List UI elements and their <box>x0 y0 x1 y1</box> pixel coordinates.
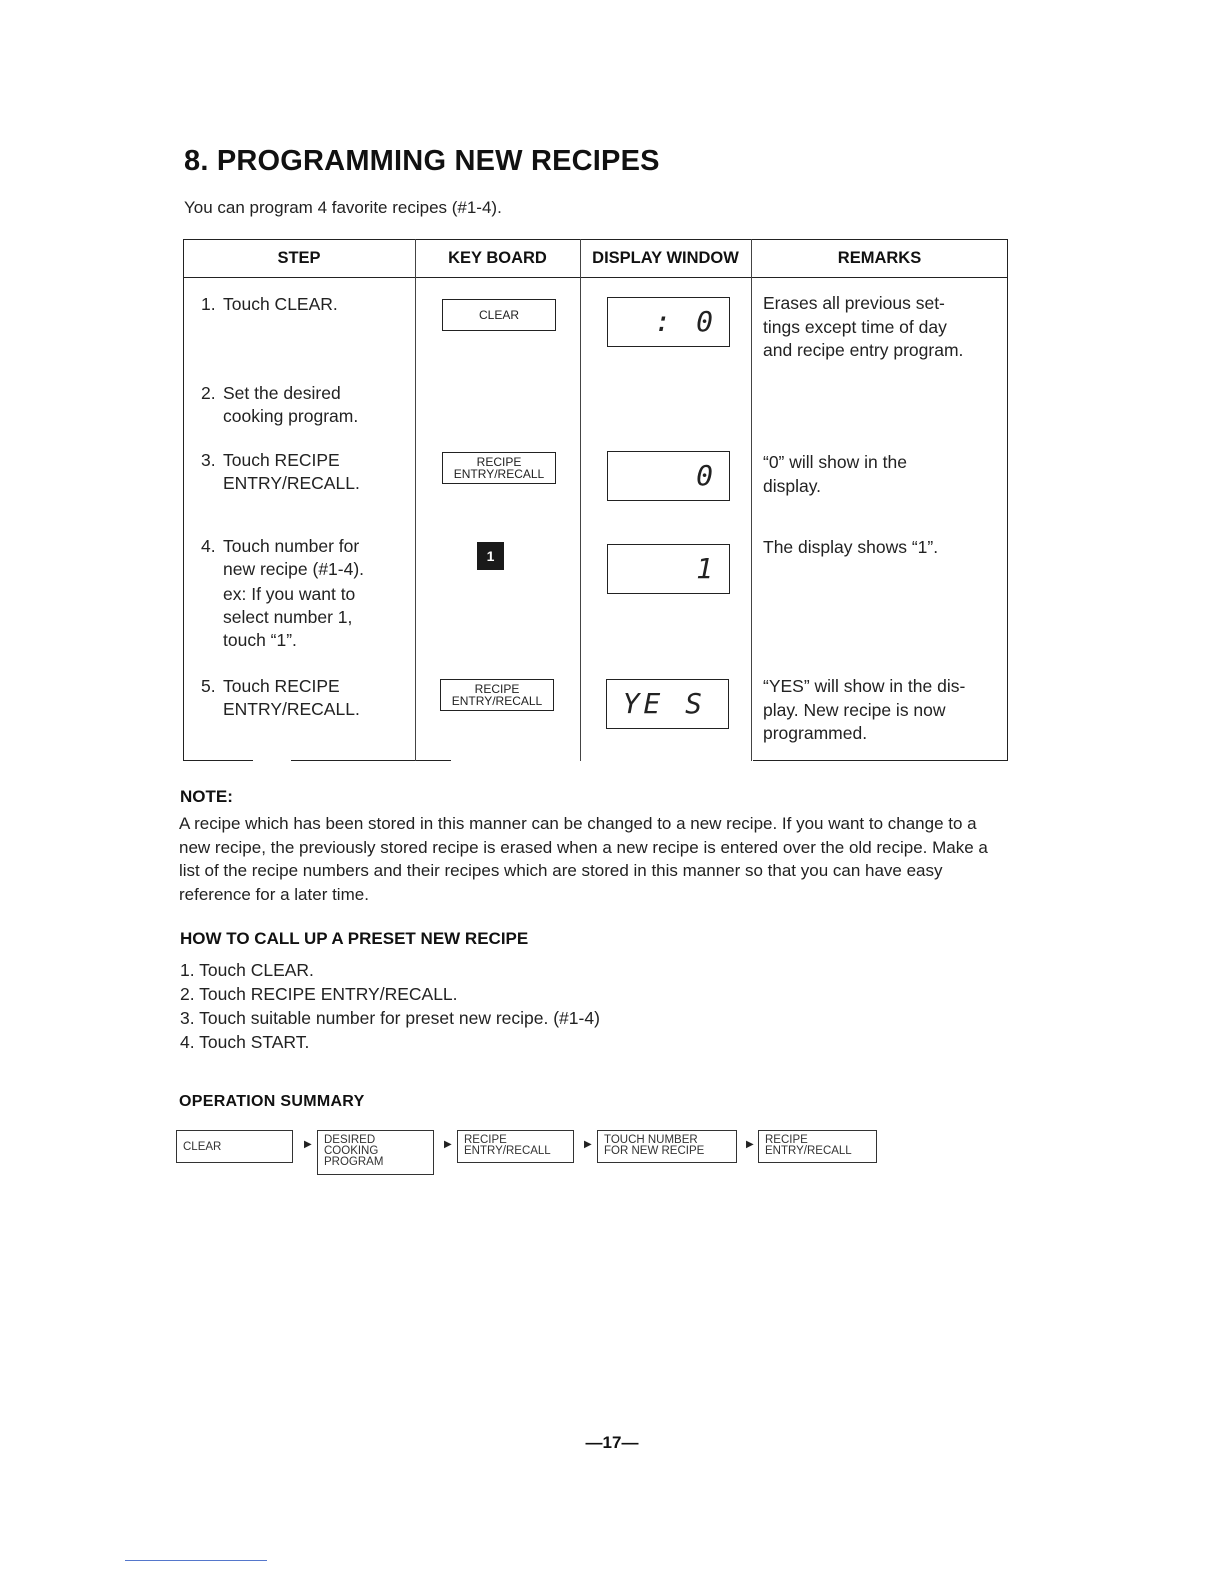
step-text: ENTRY/RECALL. <box>223 699 360 719</box>
step-text: touch “1”. <box>223 630 297 650</box>
table-border-bottom-segment <box>291 760 451 761</box>
step-text: select number 1, <box>223 607 353 627</box>
key-label: RECIPE <box>476 455 522 469</box>
summary-box-label: TOUCH NUMBER <box>604 1134 698 1146</box>
step-5 <box>201 675 360 721</box>
display-readout: : 0 <box>654 305 717 338</box>
step-text: ex: If you want to <box>223 584 356 604</box>
table-border-bottom-segment <box>183 760 253 761</box>
number-1-key: 1 <box>477 542 504 570</box>
table-border-bottom <box>753 760 1008 761</box>
display-readout: 0 <box>696 459 717 492</box>
remark-line: play. New recipe is now <box>763 699 946 720</box>
header-display-window: DISPLAY WINDOW <box>592 249 739 267</box>
step-text: Touch CLEAR. <box>223 294 338 314</box>
remark-line: tings except time of day <box>763 316 947 337</box>
remark-line: and recipe entry program. <box>763 340 964 360</box>
remark-3 <box>763 451 907 498</box>
summary-box-label: ENTRY/RECALL <box>464 1145 551 1157</box>
summary-heading: OPERATION SUMMARY <box>179 1093 365 1110</box>
key-label: CLEAR <box>478 308 519 322</box>
summary-box-label: RECIPE <box>765 1134 808 1146</box>
recipe-entry-recall-key <box>440 679 554 711</box>
step-1 <box>201 293 338 316</box>
step-text: cooking program. <box>223 406 359 426</box>
step-text: Touch number for <box>223 536 360 556</box>
remark-5 <box>763 675 965 746</box>
step-3 <box>201 449 360 495</box>
display-window-5 <box>606 679 729 729</box>
list-item: 2. Touch RECIPE ENTRY/RECALL. <box>180 984 458 1004</box>
table-header-divider <box>183 277 1008 278</box>
summary-box-touch-number <box>597 1130 737 1163</box>
header-keyboard: KEY BOARD <box>448 249 547 267</box>
step-text: Set the desired <box>223 383 341 403</box>
summary-box-label: COOKING <box>324 1145 379 1157</box>
step-text: ENTRY/RECALL. <box>223 473 360 493</box>
remark-line: The display shows “1”. <box>763 537 939 557</box>
step-number: 4. <box>201 536 216 556</box>
note-heading: NOTE: <box>180 787 233 806</box>
table-border-top <box>183 239 1008 240</box>
step-text: new recipe (#1-4). <box>223 559 365 579</box>
summary-box-label: FOR NEW RECIPE <box>604 1145 705 1157</box>
display-window-3 <box>607 451 730 501</box>
howto-list <box>180 958 600 1054</box>
column-divider <box>751 239 752 761</box>
arrow-right-icon: ▶ <box>304 1139 312 1150</box>
remark-4 <box>763 536 938 560</box>
header-remarks: REMARKS <box>837 249 922 267</box>
summary-box-recipe-entry-final <box>758 1130 877 1163</box>
recipe-entry-recall-key <box>442 452 556 484</box>
remark-line: display. <box>763 475 822 496</box>
table-border-left <box>183 239 184 761</box>
summary-box-label: DESIRED <box>324 1134 376 1146</box>
remark-line: “0” will show in the <box>763 452 907 472</box>
arrow-right-icon: ▶ <box>746 1139 754 1150</box>
summary-box-clear <box>176 1130 293 1163</box>
display-readout: YE S <box>622 687 706 720</box>
summary-box-label: ENTRY/RECALL <box>765 1145 852 1157</box>
summary-box-label: CLEAR <box>183 1141 222 1153</box>
key-label: RECIPE <box>474 682 520 696</box>
list-item: 3. Touch suitable number for preset new recipe. (#1-4) <box>180 1008 600 1028</box>
step-number: 5. <box>201 676 216 696</box>
list-item: 4. Touch START. <box>180 1032 310 1052</box>
howto-heading: HOW TO CALL UP A PRESET NEW RECIPE <box>180 929 529 948</box>
table-border-right <box>1007 239 1008 761</box>
summary-box-cooking-program <box>317 1130 434 1175</box>
remark-line: “YES” will show in the dis- <box>763 676 966 696</box>
column-divider <box>580 239 581 761</box>
page-number: —17— <box>585 1433 639 1452</box>
clear-key <box>442 299 556 331</box>
display-window-4 <box>607 544 730 594</box>
summary-box-recipe-entry <box>457 1130 574 1163</box>
column-divider <box>415 239 416 761</box>
remark-line: programmed. <box>763 723 868 743</box>
intro-text: You can program 4 favorite recipes (#1-4). <box>184 198 502 217</box>
arrow-right-icon: ▶ <box>444 1139 452 1150</box>
remark-line: Erases all previous set- <box>763 293 945 313</box>
step-number: 2. <box>201 383 216 403</box>
step-text: Touch RECIPE <box>223 676 340 696</box>
header-step: STEP <box>277 249 321 267</box>
note-text: A recipe which has been stored in this manner can be changed to a new recipe. If you want to change to a new recipe, the previously stored recipe is erased when a new recipe is entered over the old recipe. Make a list of the recipe numbers and their recipes which are stored in this manner so that you can have easy reference for a later time. <box>179 814 988 904</box>
key-label: ENTRY/RECALL <box>451 694 543 708</box>
step-number: 3. <box>201 450 216 470</box>
arrow-right-icon: ▶ <box>584 1139 592 1150</box>
step-4 <box>201 535 364 652</box>
summary-box-label: PROGRAM <box>324 1156 384 1168</box>
step-number: 1. <box>201 294 216 314</box>
footer-rule <box>125 1560 267 1561</box>
remark-1 <box>763 292 963 363</box>
step-2 <box>201 382 358 428</box>
step-text: Touch RECIPE <box>223 450 340 470</box>
list-item: 1. Touch CLEAR. <box>180 960 314 980</box>
recipe-steps-table <box>183 239 1008 761</box>
summary-box-label: RECIPE <box>464 1134 507 1146</box>
key-label: ENTRY/RECALL <box>453 467 545 481</box>
page-title: 8. PROGRAMMING NEW RECIPES <box>184 145 660 177</box>
display-readout: 1 <box>696 552 717 585</box>
display-window-1 <box>607 297 730 347</box>
